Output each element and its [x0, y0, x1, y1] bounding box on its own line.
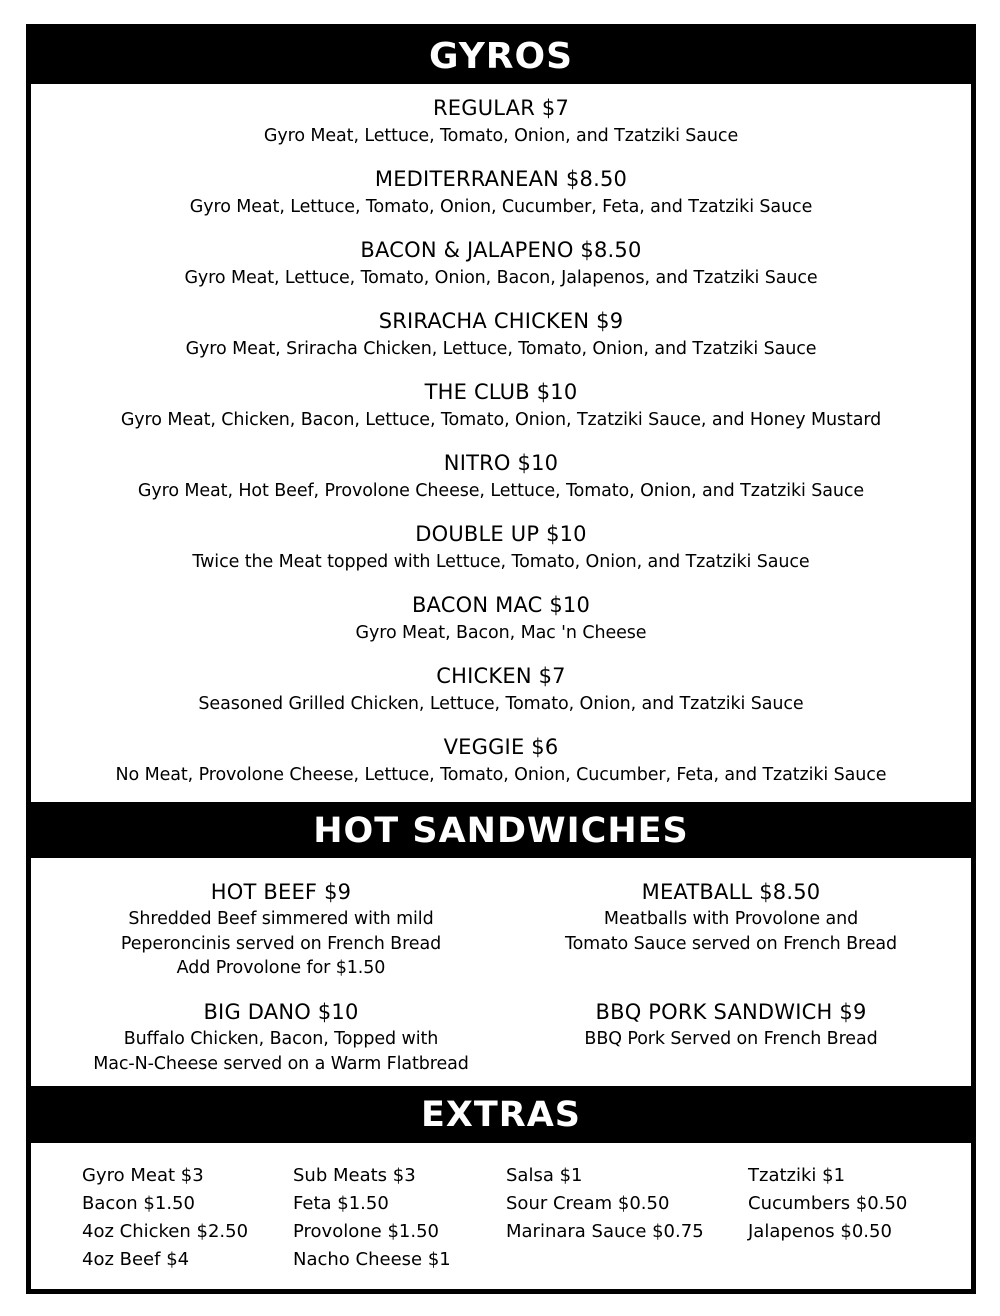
- menu-item-regular: [31, 93, 971, 164]
- menu-item-the-club: [31, 377, 971, 448]
- extras-column: [748, 1162, 907, 1246]
- item-description: Twice the Meat topped with Lettuce, Tomato, Onion, and Tzatziki Sauce: [192, 552, 810, 572]
- menu-item-bacon-jalapeno: [31, 235, 971, 306]
- extras-item: Sub Meats $3: [293, 1165, 416, 1186]
- extras-item: Provolone $1.50: [293, 1221, 439, 1242]
- item-description-line: Add Provolone for $1.50: [176, 958, 386, 978]
- extras-column: [82, 1162, 248, 1274]
- item-description-line: Tomato Sauce served on French Bread: [564, 933, 898, 954]
- item-title: CHICKEN $7: [436, 664, 566, 688]
- extras-column: [506, 1162, 704, 1246]
- menu-item-double-up: [31, 519, 971, 590]
- menu-frame: [26, 24, 976, 1294]
- item-title: BBQ PORK SANDWICH $9: [595, 1000, 867, 1024]
- gyros-list: [31, 93, 971, 803]
- item-description: Gyro Meat, Hot Beef, Provolone Cheese, Lettuce, Tomato, Onion, and Tzatziki Sauce: [137, 481, 865, 501]
- gyros-section-header: GYROS: [30, 29, 972, 84]
- menu-item-bbq-pork-sandwich: [511, 997, 951, 1052]
- item-title: BACON MAC $10: [411, 593, 591, 617]
- menu-item-bacon-mac: [31, 590, 971, 661]
- item-description: Gyro Meat, Bacon, Mac 'n Cheese: [355, 623, 647, 643]
- hot-sandwiches-section-header: HOT SANDWICHES: [30, 802, 972, 858]
- item-description: Seasoned Grilled Chicken, Lettuce, Tomato, Onion, and Tzatziki Sauce: [198, 694, 804, 714]
- extras-item: Nacho Cheese $1: [293, 1249, 451, 1270]
- menu-item-veggie: [31, 732, 971, 803]
- item-description: Gyro Meat, Sriracha Chicken, Lettuce, Tomato, Onion, and Tzatziki Sauce: [185, 339, 817, 359]
- extras-item: Tzatziki $1: [748, 1165, 846, 1186]
- item-title: MEATBALL $8.50: [641, 880, 821, 904]
- extras-item: Feta $1.50: [293, 1193, 389, 1214]
- item-title: BACON & JALAPENO $8.50: [360, 238, 642, 262]
- item-title: DOUBLE UP $10: [415, 522, 587, 546]
- item-description: Gyro Meat, Chicken, Bacon, Lettuce, Tomato, Onion, Tzatziki Sauce, and Honey Mustard: [120, 410, 882, 430]
- extras-item: Jalapenos $0.50: [748, 1221, 892, 1242]
- item-description: Gyro Meat, Lettuce, Tomato, Onion, and Tzatziki Sauce: [263, 126, 739, 146]
- extras-item: Bacon $1.50: [82, 1193, 195, 1214]
- menu-item-big-dano: [61, 997, 501, 1076]
- item-description-line: Peperoncinis served on French Bread: [120, 933, 442, 954]
- menu-item-hot-beef: [61, 877, 501, 981]
- extras-item: 4oz Chicken $2.50: [82, 1221, 249, 1242]
- item-title: REGULAR $7: [432, 96, 570, 120]
- extras-item: Marinara Sauce $0.75: [506, 1221, 704, 1242]
- item-description-line: BBQ Pork Served on French Bread: [584, 1029, 878, 1049]
- item-title: NITRO $10: [443, 451, 559, 475]
- item-description: Gyro Meat, Lettuce, Tomato, Onion, Bacon, Jalapenos, and Tzatziki Sauce: [184, 268, 818, 288]
- item-description: Gyro Meat, Lettuce, Tomato, Onion, Cucumber, Feta, and Tzatziki Sauce: [189, 197, 813, 217]
- item-title: BIG DANO $10: [203, 1000, 359, 1024]
- item-description: No Meat, Provolone Cheese, Lettuce, Tomato, Onion, Cucumber, Feta, and Tzatziki Sauce: [115, 765, 887, 785]
- item-title: HOT BEEF $9: [210, 880, 352, 904]
- item-title: SRIRACHA CHICKEN $9: [378, 309, 624, 333]
- menu-item-meatball: [511, 877, 951, 956]
- item-description-line: Shredded Beef simmered with mild: [128, 909, 434, 929]
- item-description-line: Buffalo Chicken, Bacon, Topped with: [123, 1029, 439, 1049]
- item-title: MEDITERRANEAN $8.50: [374, 167, 628, 191]
- menu-item-sriracha-chicken: [31, 306, 971, 377]
- extras-column: [293, 1162, 451, 1274]
- menu-item-chicken: [31, 661, 971, 732]
- menu-item-mediterranean: [31, 164, 971, 235]
- extras-item: 4oz Beef $4: [82, 1249, 190, 1270]
- extras-item: Cucumbers $0.50: [748, 1193, 908, 1214]
- item-title: THE CLUB $10: [424, 380, 578, 404]
- extras-item: Gyro Meat $3: [82, 1165, 204, 1186]
- extras-item: Salsa $1: [506, 1165, 583, 1186]
- item-description-line: Meatballs with Provolone and: [603, 909, 859, 929]
- extras-item: Sour Cream $0.50: [506, 1193, 670, 1214]
- item-description-line: Mac-N-Cheese served on a Warm Flatbread: [93, 1053, 469, 1074]
- item-title: VEGGIE $6: [443, 735, 559, 759]
- extras-section-header: EXTRAS: [30, 1086, 972, 1143]
- menu-item-nitro: [31, 448, 971, 519]
